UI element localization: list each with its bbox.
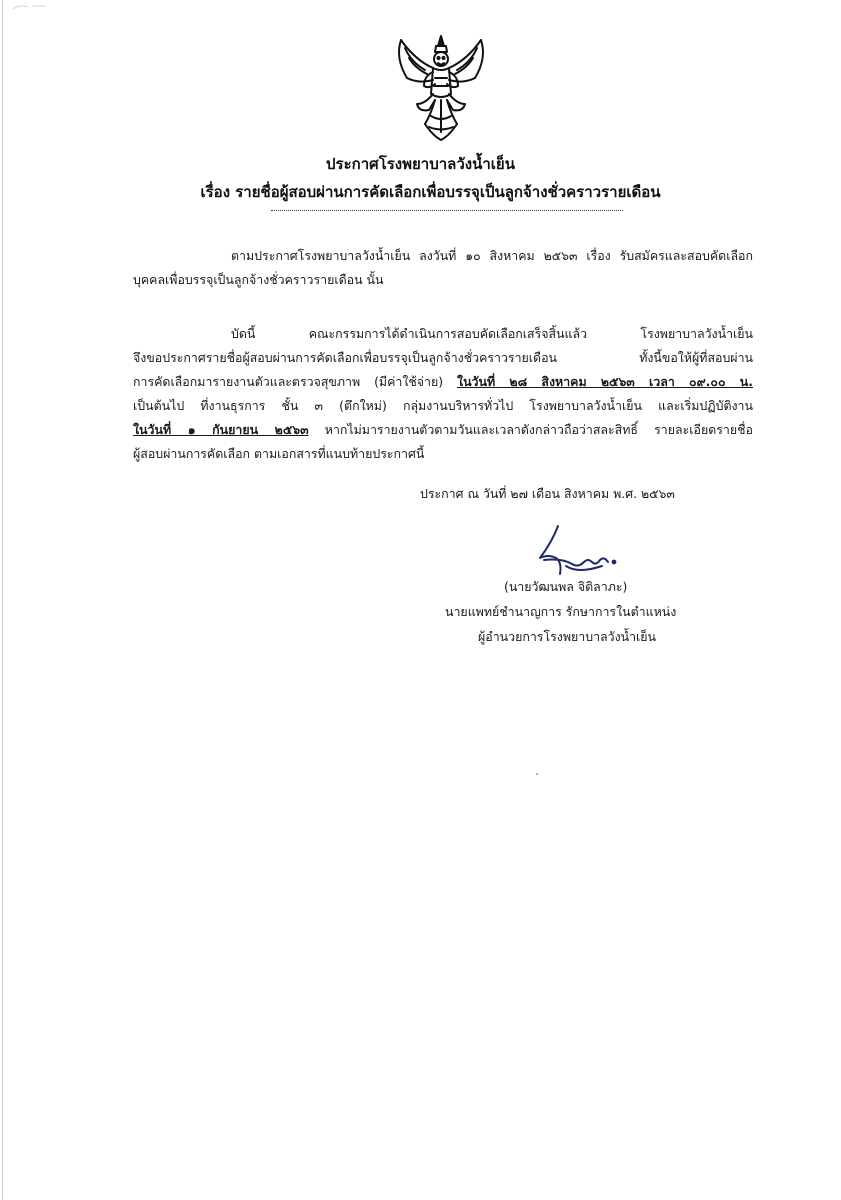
paragraph1-line2: บุคคลเพื่อบรรจุเป็นลูกจ้างชั่วคราวรายเดือน นั้น (133, 272, 384, 287)
scan-speck (536, 773, 538, 775)
announcement-date: ประกาศ ณ วันที่ ๒๗ เดือน สิงหาคม พ.ศ. ๒๕๖๓ (420, 486, 675, 501)
scan-mark (12, 4, 48, 10)
paragraph2-line3-text: การคัดเลือกมารายงานตัวและตรวจสุขภาพ (มีค่าใช้จ่าย) (133, 374, 444, 389)
paragraph1-line1: ตามประกาศโรงพยาบาลวังน้ำเย็น ลงวันที่ ๑๐ สิงหาคม ๒๕๖๓ เรื่อง รับสมัครและสอบคัดเลือก (231, 248, 753, 263)
paragraph2-line1: บัดนี้ คณะกรรมการได้ดำเนินการสอบคัดเลือกเสร็จสิ้นแล้ว โรงพยาบาลวังน้ำเย็น (231, 326, 753, 341)
dotted-divider (271, 210, 623, 211)
paragraph2-line5-text: หากไม่มารายงานตัวตามวันและเวลาดังกล่าวถือว่าสละสิทธิ์ รายละเอียดรายชื่อ (324, 422, 753, 437)
announcement-title: ประกาศโรงพยาบาลวังน้ำเย็น (326, 155, 515, 173)
signatory-name: (นายวัฒนพล จิติลาภะ) (504, 579, 628, 594)
paragraph2-line4: เป็นต้นไป ที่งานธุรการ ชั้น ๓ (ตึกใหม่) กลุ่มงานบริหารทั่วไป โรงพยาบาลวังน้ำเย็น และเริ่มปฏิบัติงาน (133, 398, 753, 413)
report-date-emphasis: ในวันที่ ๒๘ สิงหาคม ๒๕๖๓ เวลา ๐๙.๐๐ น. (457, 374, 753, 389)
paragraph2-line6: ผู้สอบผ่านการคัดเลือก ตามเอกสารที่แนบท้ายประกาศนี้ (133, 446, 425, 461)
announcement-subject: เรื่อง รายชื่อผู้สอบผ่านการคัดเลือกเพื่อบรรจุเป็นลูกจ้างชั่วคราวรายเดือน (200, 183, 661, 201)
signatory-position: นายแพทย์ชำนาญการ รักษาการในตำแหน่ง (445, 604, 677, 619)
handwritten-signature (532, 520, 627, 584)
paragraph-reference (133, 244, 753, 292)
start-date-emphasis: ในวันที่ ๑ กันยายน ๒๕๖๓ (133, 422, 309, 437)
paragraph2-line3 (133, 370, 753, 394)
scan-edge-line (2, 0, 3, 1200)
paragraph-announcement (133, 322, 753, 466)
garuda-emblem-icon (391, 32, 491, 144)
paragraph2-line5 (133, 418, 753, 442)
signatory-role: ผู้อำนวยการโรงพยาบาลวังน้ำเย็น (478, 629, 657, 644)
paragraph2-line2: จึงขอประกาศรายชื่อผู้สอบผ่านการคัดเลือกเพื่อบรรจุเป็นลูกจ้างชั่วคราวรายเดือน ทั้งนี้ขอให้ผู้ที่สอบผ่าน (133, 350, 753, 365)
